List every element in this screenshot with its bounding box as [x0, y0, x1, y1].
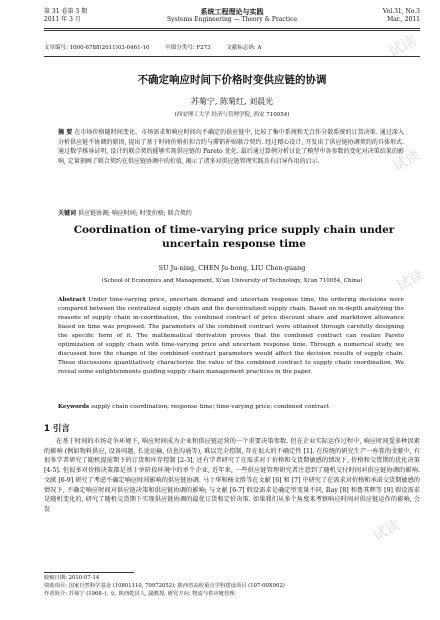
- keywords-label-en: Keywords: [58, 404, 90, 410]
- abstract-label-en: Abstract: [58, 297, 86, 303]
- abstract-en: [58, 296, 404, 377]
- watermark: 试读: [394, 267, 427, 295]
- funding-info: 资助项目: 国家自然科学基金 (10801110, 70972052); 陕西省高校重点学科建设项目 (107-00X902): [44, 583, 285, 589]
- watermark: 试读: [390, 147, 423, 175]
- meta-rule: [44, 56, 420, 57]
- journal-name-en: Systems Engineering — Theory & Practice: [166, 16, 298, 23]
- header-rule: [44, 30, 420, 31]
- authors-en: SU Ju-ning, CHEN Ju-hong, LIU Chen-guang: [158, 264, 306, 272]
- section-heading: 1 引言: [44, 424, 70, 434]
- keywords-text-en: supply chain coordination; response time; time-varying price; combined contract: [91, 404, 330, 410]
- watermark: 试读: [386, 33, 419, 61]
- footnote-rule: [44, 572, 134, 573]
- abstract-text-cn: 在市场价格随时间变化、市场需求和响应时间均不确定的供应链中, 比较了集中系统和无合作分散系统的订货决策. 通过深入分析供应链不协调的原因, 提出了基于时间价格折扣合约与滞销补贴联合契约. 经过精心设计, 开发出了供应链协调契约的具体形式. 通过数学推导证明, 设计的联合契约能够实现供应链的 Pareto 优化. 最后通过算例分析讨论了模型中各参数的变化对决策结果的影响, 定量刻画了联合契约在供应链协调中的价值, 揭示了诸多对供应链管理实践具有启导作用的启示.: [58, 129, 404, 165]
- title-en: Coordination of time-varying price supply chain under uncertain response time: [73, 224, 395, 250]
- document-code: 文献标志码: A: [226, 45, 262, 51]
- keywords-en: [58, 404, 404, 410]
- section-body: 在基于时间的市场竞争环境下, 响应时间成为企业和供应链运营的一个重要决策参数. 但在企业实际运作过程中, 响应时间受多种因素的影响 (例如物料供应, 设备问题, 长途运输, 信息沟通等), 难以完全控制, 存在很大的不确定性 [1]. 在传统的研究生产一库存的文献中, 有很多学者研究了随机提前期下的订货和库存控制 [2-3], 还有学者研究了在需求对于价格和交货期敏感的情况下, 价格和交货期的优化决策 [4-5]. 但很多对价格决策都是基于单阶段环境中的单个企业, 近年来, 一些供应链管理研究者注意到了随机交付时间对供应链协调的影响. 文献 [6-9] 研究了考虑不确定响应时间影响的供应链协调. 马士华和杨文胜等在文献 [6] 和 [7] 中研究了在需求对价格和承诺交货期敏感的情况下, 不确定响应时间对供应链决策和供应链协调的影响; 与文献 [6-7] 假设需求是确定型变量不同, Ray [8] 和鲁其辉等 [9] 假设需求是随机变化的, 研究了随机交货期下实现供应链协调的最优订货和定价决策. 如果我们从多个角度来考察响应时间对供应链运作的影响, 会发: [44, 438, 420, 513]
- watermark: 试读: [370, 517, 403, 545]
- footnote: [44, 574, 420, 598]
- keywords-label-cn: 关键词: [58, 210, 77, 217]
- authors-cn: 苏菊宁, 陈菊红, 刘晨光: [190, 97, 274, 106]
- journal-name-cn: 系统工程理论与实践: [200, 8, 264, 16]
- running-header: [44, 8, 420, 24]
- header-rule: [44, 28, 420, 29]
- keywords-text-cn: 供应链协调; 响应时间; 时变价格; 联合契约: [77, 210, 192, 217]
- affiliation-en: (School of Economics and Management, Xi'an University of Technology, Xi'an 710054, China): [101, 278, 363, 284]
- clc-number: 中图分类号: F273: [165, 45, 211, 51]
- volume-en: Vol.31, No.3: [382, 8, 420, 15]
- affiliation-cn: (西安理工大学 经济与管理学院, 西安 710054): [174, 112, 290, 118]
- keywords-cn: [58, 208, 404, 217]
- abstract-cn: [58, 128, 404, 166]
- author-bio: 作者简介: 苏菊宁 (1968–), 女, 陕西乾县人, 副教授, 研究方向: 物流与供应链管理.: [44, 591, 237, 597]
- watermark: 试读: [370, 437, 403, 465]
- abstract-label-cn: 摘 要: [58, 129, 73, 136]
- date-en: Mar., 2011: [387, 16, 420, 23]
- article-meta: [44, 44, 420, 52]
- volume-cn: 第 31 卷第 3 期: [44, 8, 88, 15]
- date-cn: 2011 年 3 月: [44, 16, 81, 23]
- abstract-text-en: Under time-varying price, uncertain demand and uncertain response time, the ordering decisions were compared between the centralized supply chain and the decentralized supply chain. Based on in-depth analyzing the reasons of supply chain in-coordination, the combined contract of price discount share and markdown allowance based on time was proposed. The parameters of the combined contract were obtained through carefully designing the specific form of it. The mathematical derivation proves that the combined contract can realize Pareto optimization of supply chain with time-varying price and uncertain response time. Through a numerical study, we discussed how the change of the combined contract parameters would affect the decision results of supply chain. These discussions quantitatively characterize the value of the combined contract to supply chain coordination. We reveal some enlightenments guiding supply chain management practices in the paper.: [58, 297, 404, 375]
- title-cn: 不确定响应时间下价格时变供应链的协调: [137, 74, 327, 86]
- received-date: 收稿日期: 2010-07-14: [44, 575, 100, 581]
- article-number: 文章编号: 1000-6788(2011)03-0461-10: [44, 45, 150, 51]
